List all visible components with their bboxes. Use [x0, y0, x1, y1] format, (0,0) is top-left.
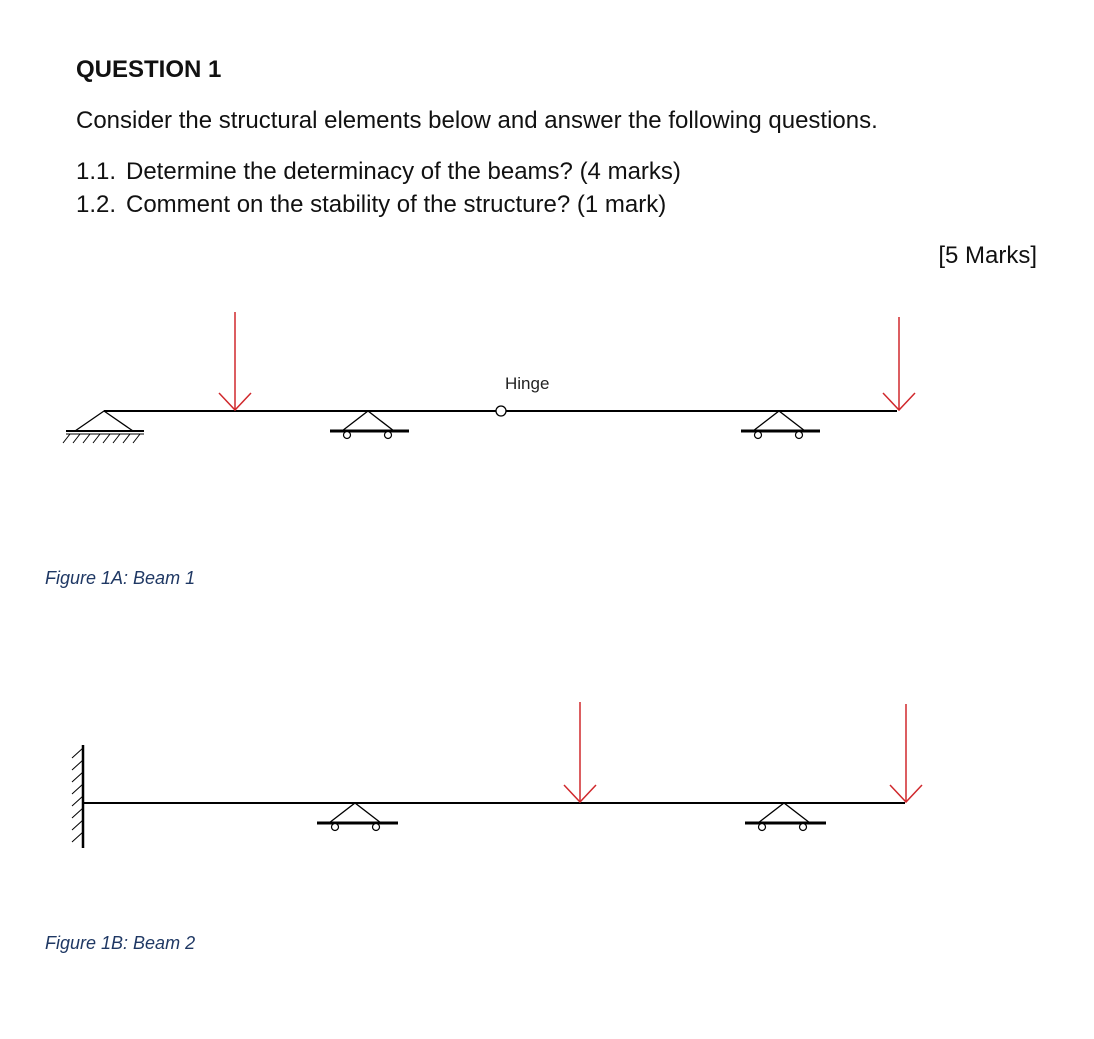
roller-support [330, 411, 409, 439]
figure-1a-caption: Figure 1A: Beam 1 [45, 568, 196, 588]
hinge-icon [496, 406, 506, 416]
point-load-arrow [890, 704, 922, 802]
roller-support [741, 411, 820, 439]
point-load-arrow [564, 702, 596, 802]
point-load-arrow [883, 317, 915, 410]
figure-1b-caption: Figure 1B: Beam 2 [45, 933, 196, 953]
point-load-arrow [219, 312, 251, 410]
question-title: QUESTION 1 [76, 56, 222, 83]
question-item-1-1 [76, 158, 681, 186]
beam-2-diagram [0, 690, 1094, 870]
pin-support [63, 411, 144, 443]
question-item-text: Comment on the stability of the structure? (1 mark) [126, 191, 667, 218]
total-marks: [5 Marks] [938, 242, 1037, 269]
beam-1-diagram [0, 300, 1094, 460]
question-item-text: Determine the determinacy of the beams? (4 marks) [126, 158, 681, 185]
roller-support [745, 803, 826, 831]
hinge-label: Hinge [505, 374, 550, 393]
question-intro: Consider the structural elements below and answer the following questions. [76, 107, 878, 134]
question-item-number: 1.1. [76, 158, 117, 185]
question-item-number: 1.2. [76, 191, 117, 218]
fixed-support [72, 745, 83, 848]
question-item-1-2 [76, 191, 666, 219]
roller-support [317, 803, 398, 831]
